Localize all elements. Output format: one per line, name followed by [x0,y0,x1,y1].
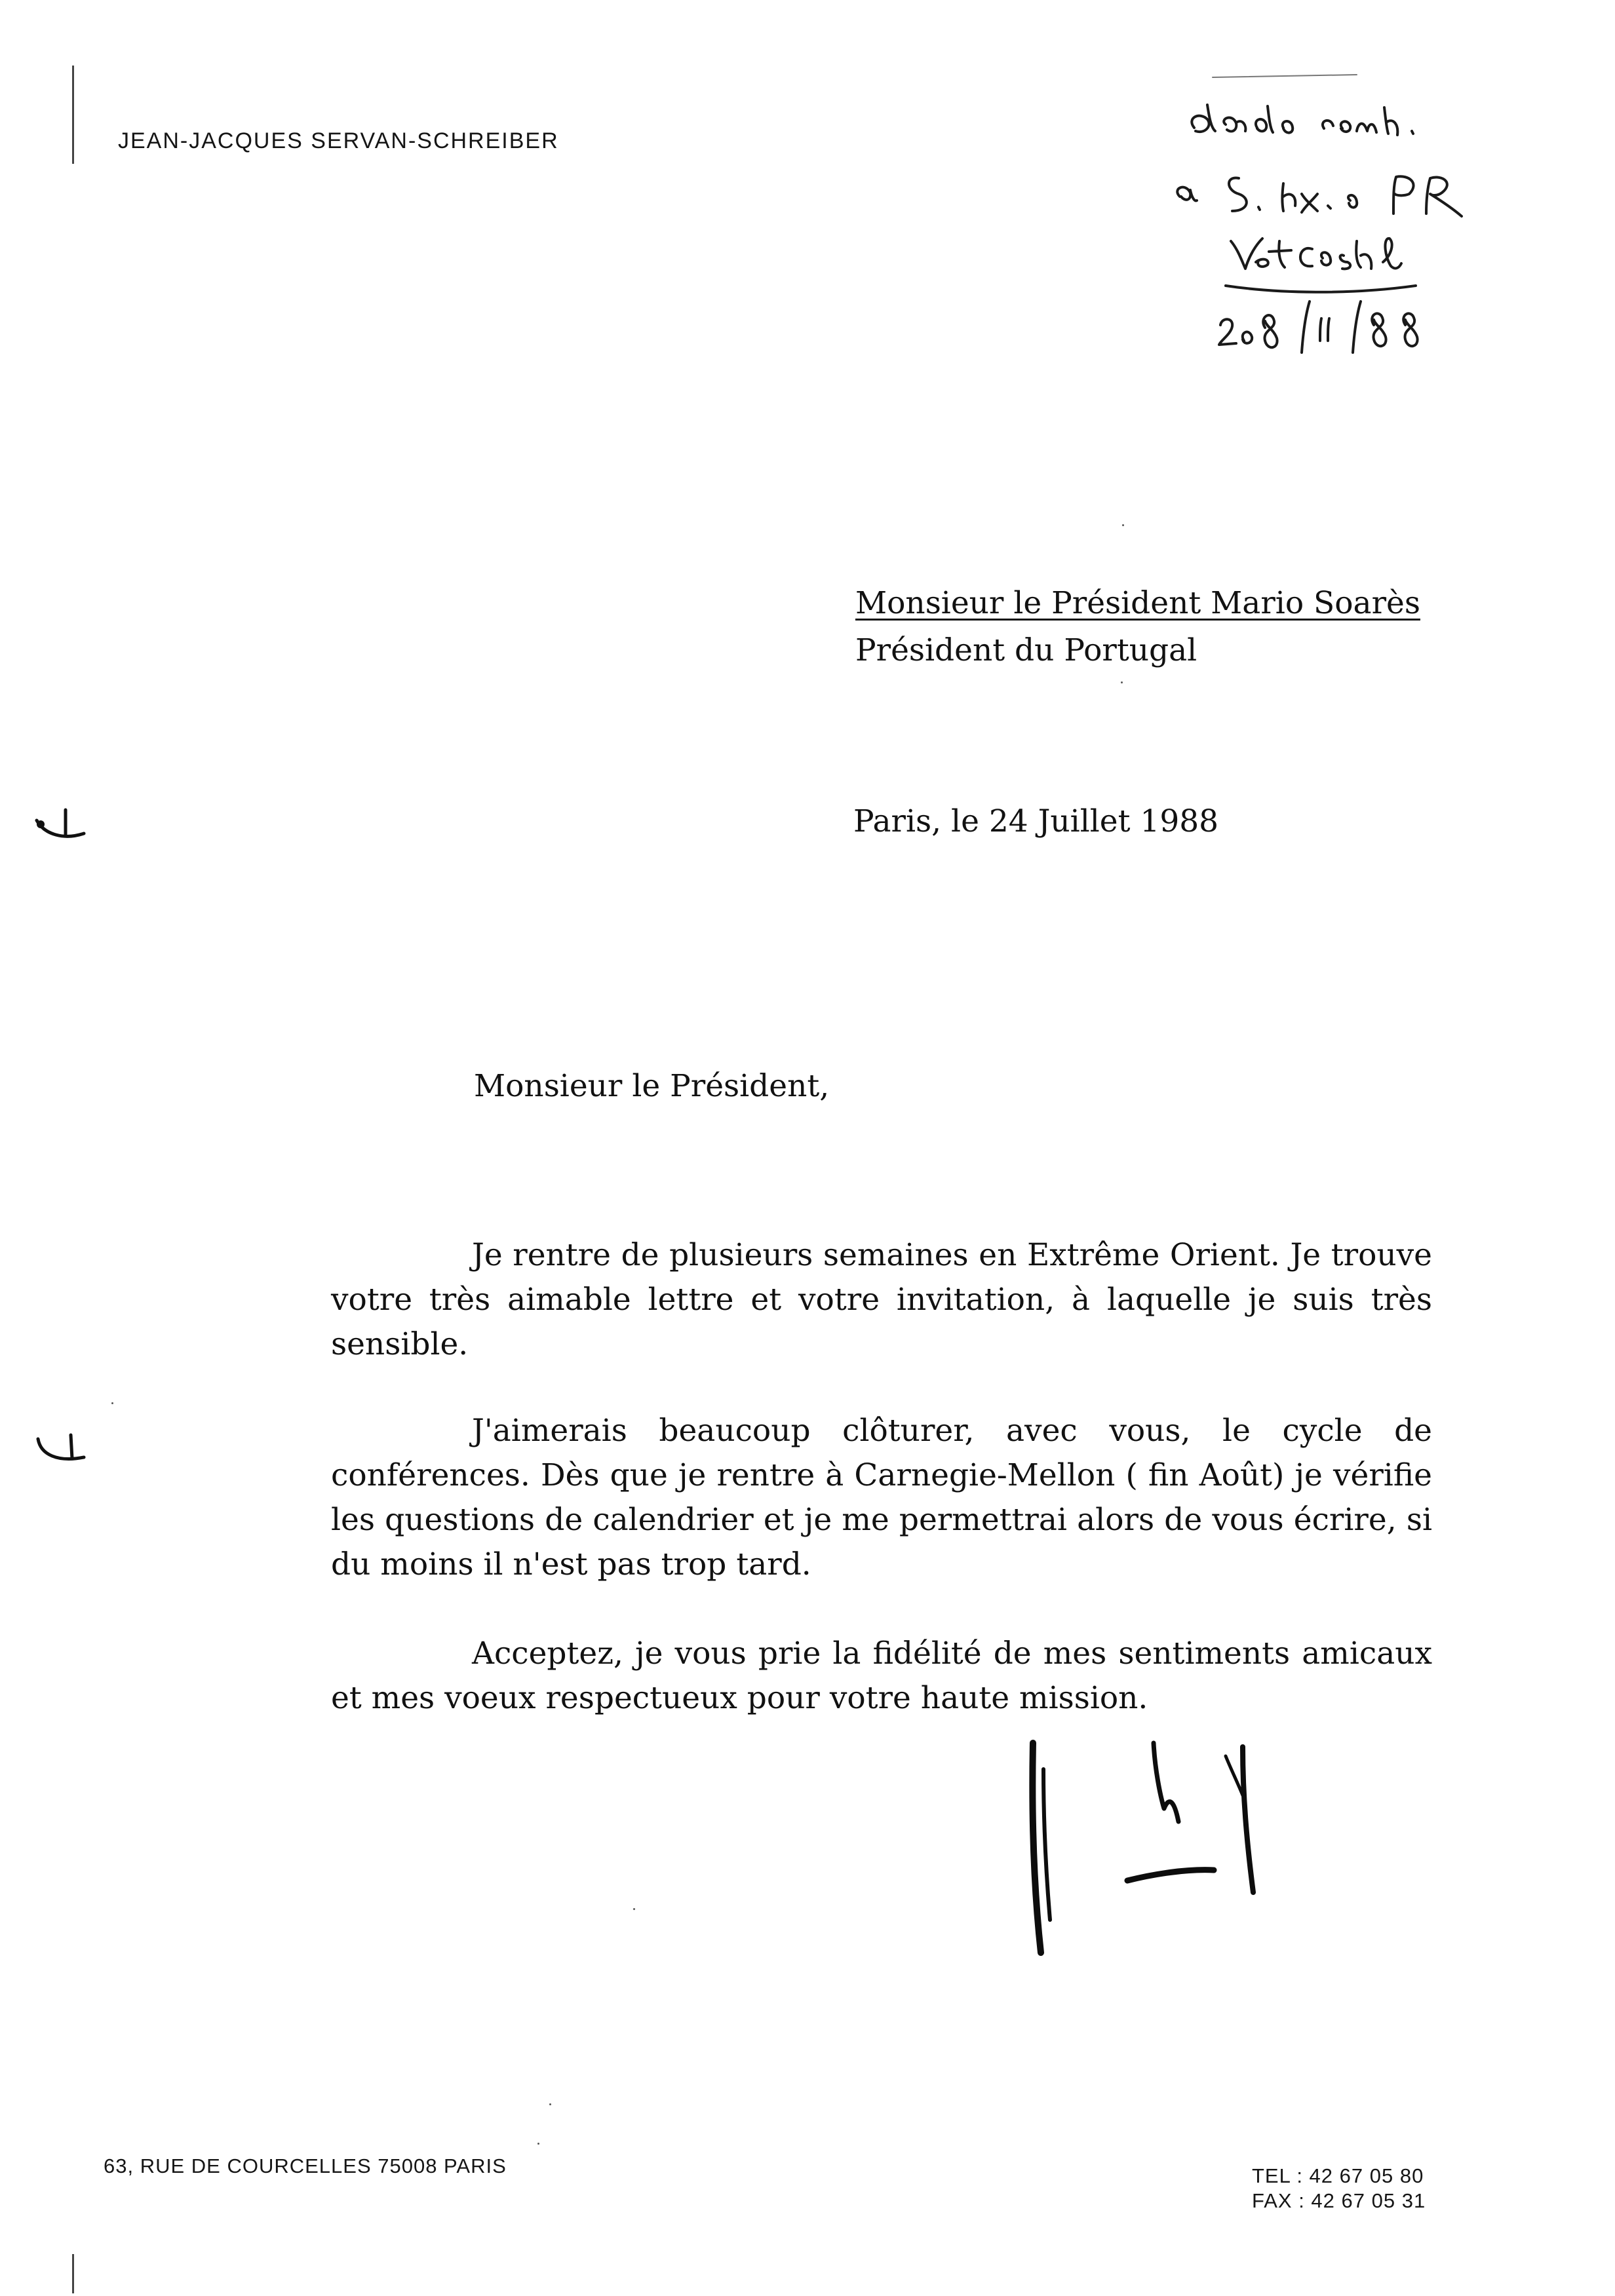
handwritten-annotation [1134,66,1501,367]
body-paragraph-3: Acceptez, je vous prie la fidélité de mes sentiments amicaux et mes voeux respectueux pour votre haute mission. [331,1636,1432,1716]
addressee-name: Monsieur le Président Mario Soarès [855,585,1420,621]
paper-speck [549,2103,551,2105]
paper-speck [111,1402,113,1404]
fold-mark-bottom [31,1430,90,1469]
margin-line-top [72,66,74,164]
footer-fax: FAX : 42 67 05 31 [1252,2189,1426,2212]
fold-mark-top [31,806,90,845]
addressee-title: Président du Portugal [855,632,1197,668]
body-paragraph-1: Je rentre de plusieurs semaines en Extrême Orient. Je trouve votre très aimable lettre et votre invitation, à laquelle je suis très sensible. [331,1237,1432,1362]
handwritten-signature [1009,1730,1285,1972]
letter-salutation: Monsieur le Président, [474,1068,830,1104]
footer-contact [1252,2164,1426,2213]
paper-speck [537,2143,539,2145]
addressee-block [855,580,1420,674]
paper-speck [633,1908,635,1910]
footer-tel: TEL : 42 67 05 80 [1252,2164,1424,2187]
letter-dateline: Paris, le 24 Juillet 1988 [853,803,1219,839]
paper-speck [1122,524,1124,526]
margin-line-bottom [72,2254,74,2293]
paper-speck [1121,681,1123,683]
footer-address: 63, RUE DE COURCELLES 75008 PARIS [104,2154,507,2177]
body-paragraph-2: J'aimerais beaucoup clôturer, avec vous, le cycle de conférences. Dès que je rentre à Carnegie-Mellon ( fin Août) je vérifie les questions de calendrier et je me permettrai alors de vous écrire, si du moins il n'est pas trop tard. [331,1413,1432,1582]
letterhead-name: JEAN-JACQUES SERVAN-SCHREIBER [118,128,559,153]
